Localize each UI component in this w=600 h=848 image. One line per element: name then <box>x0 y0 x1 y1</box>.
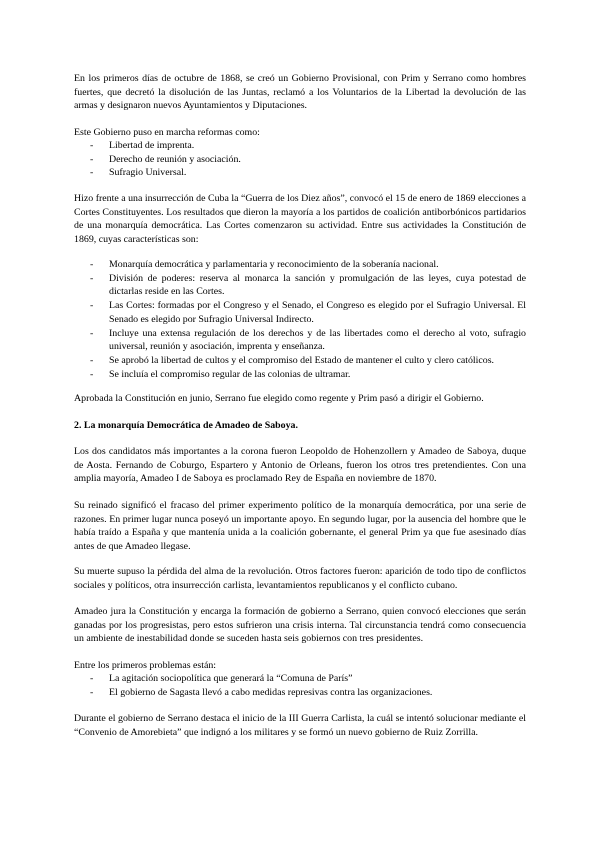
bullet-dash: - <box>90 140 94 151</box>
list-item: - El gobierno de Sagasta llevó a cabo medidas represivas contra las organizaciones. <box>90 686 433 698</box>
list-item: - Monarquía democrática y parlamentaria y reconocimiento de la soberanía nacional. <box>90 259 439 270</box>
bullet-dash: - <box>90 167 94 179</box>
paragraph-candidates: Los dos candidatos más importantes a la corona fueron Leopoldo de Hohenzollern y Amadeo de Saboya, duque de Aosta. Fernando de Coburgo, Espartero y Antonio de Orleans, fueron los otros tres pretendientes. Con una amplia mayoría, Amadeo I de Saboya es proclamado Rey de España en noviembre de 1870. <box>74 446 526 485</box>
paragraph-provisional-government: En los primeros días de octubre de 1868, se creó un Gobierno Provisional, con Prim y Serrano como hombres fuertes, que decretó la disolución de las Juntas, reclamó a los Voluntarios de la Libertad la devolución de las armas y designaron nuevos Ayuntamientos y Diputaciones. <box>74 73 526 112</box>
paragraph-serrano-government: Amadeo jura la Constitución y encarga la formación de gobierno a Serrano, quien convocó elecciones que serán ganadas por los progresistas, pero estos sufrieron una crisis interna. Tal circunstancia tendrá como consecuencia un ambiente de inestabilidad donde se suceden hasta seis gobiernos con tres presidentes. <box>74 606 526 645</box>
bullet-dash: - <box>90 354 94 366</box>
bullet-dash: - <box>90 327 94 339</box>
list-item: - Se incluía el compromiso regular de las colonias de ultramar. <box>90 368 351 380</box>
list-item: - Sufragio Universal. <box>90 167 187 179</box>
paragraph-reign-failure: Su reinado significó el fracaso del primer experimento político de la monarquía democrática, por una serie de razones. En primer lugar nunca poseyó un importante apoyo. En segundo lugar, por la ausencia del hombre que le había traído a España y que mantenía unida a la coalición gobernante, el general Prim ya que fue asesinado días antes de que Amadeo llegase. <box>74 500 526 553</box>
bullet-dash: - <box>90 153 94 165</box>
list-item: - Derecho de reunión y asociación. <box>90 153 241 165</box>
bullet-dash: - <box>90 300 94 312</box>
bullet-dash: - <box>90 368 94 380</box>
list-item: - Libertad de imprenta. <box>90 140 195 151</box>
paragraph-regency: Aprobada la Constitución en junio, Serrano fue elegido como regente y Prim pasó a dirigir el Gobierno. <box>74 393 484 404</box>
list-item: - La agitación sociopolítica que generará la “Comuna de París” <box>90 673 353 684</box>
bullet-dash: - <box>90 686 94 698</box>
list-item: - Incluye una extensa regulación de los derechos y de las libertades como el derecho al voto, sufragio universal, reunión y asociación, imprenta y enseñanza. <box>90 327 526 353</box>
paragraph-problems-intro: Entre los primeros problemas están: <box>74 660 217 671</box>
paragraph-reforms-intro: Este Gobierno puso en marcha reformas como: <box>74 127 260 138</box>
list-item: - Las Cortes: formadas por el Congreso y el Senado, el Congreso es elegido por el Sufragio Universal. El Senado es elegido por Sufragio Universal Indirecto. <box>90 300 526 325</box>
section-heading: 2. La monarquía Democrática de Amadeo de Saboya. <box>74 420 298 431</box>
bullet-dash: - <box>90 259 94 270</box>
paragraph-carlist-war: Durante el gobierno de Serrano destaca el inicio de la III Guerra Carlista, la cuál se intentó solucionar mediante el “Convenio de Amorebieta” que indignó a los militares y se formó un nuevo gobierno de Ruiz Zorrilla. <box>74 713 526 738</box>
list-item: - División de poderes: reserva al monarca la sanción y promulgación de las leyes, cuya potestad de dictarlas reside en las Cortes. <box>90 272 526 298</box>
list-item: - Se aprobó la libertad de cultos y el compromiso del Estado de mantener el culto y clero católicos. <box>90 354 495 366</box>
bullet-dash: - <box>90 272 94 284</box>
bullet-dash: - <box>90 673 94 684</box>
paragraph-cuba-insurrection: Hizo frente a una insurrección de Cuba la “Guerra de los Diez años”, convocó el 15 de enero de 1869 elecciones a Cortes Constituyentes. Los resultados que dieron la mayoría a los partidos de coalición antiborbónicos partidarios de una monarquía democrática. Las Cortes comenzaron su actividad. Entre sus actividades la Constitución de 1869, cuyas características son: <box>74 193 526 246</box>
reforms-list <box>74 139 526 180</box>
paragraph-prim-death: Su muerte supuso la pérdida del alma de la revolución. Otros factores fueron: aparición de todo tipo de conflictos sociales y políticos, otra insurrección carlista, levantamientos republicanos y el conflicto cubano. <box>74 566 526 591</box>
problems-list <box>74 672 526 699</box>
constitution-features-list <box>74 258 526 381</box>
